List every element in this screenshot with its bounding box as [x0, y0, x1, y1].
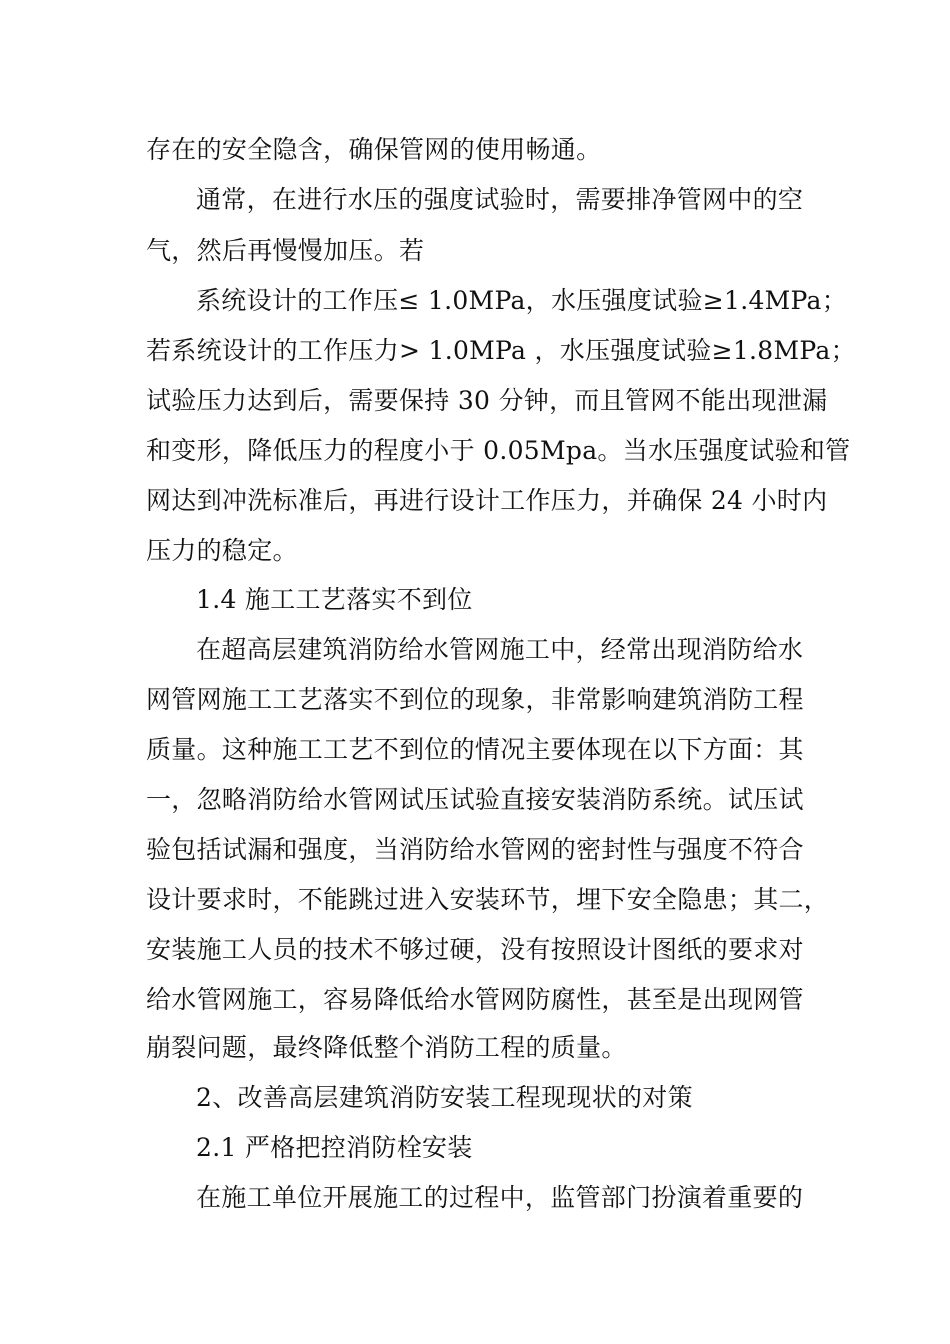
paragraph-line: 和变形，降低压力的程度小于 0.05Mpa。当水压强度试验和管 [146, 436, 851, 465]
paragraph-line: 气，然后再慢慢加压。若 [146, 236, 425, 265]
paragraph-line: 给水管网施工，容易降低给水管网防腐性，甚至是出现网管 [146, 985, 804, 1014]
paragraph-line: 压力的稳定。 [146, 536, 298, 565]
paragraph-line: 一，忽略消防给水管网试压试验直接安装消防系统。试压试 [146, 785, 804, 814]
paragraph-line: 设计要求时，不能跳过进入安装环节，埋下安全隐患；其二， [146, 885, 830, 914]
paragraph-line: 若系统设计的工作压力> 1.0MPa ，水压强度试验≥1.8MPa； [146, 336, 856, 365]
section-heading: 1.4 施工工艺落实不到位 [196, 585, 473, 614]
section-heading: 2、改善高层建筑消防安装工程现现状的对策 [196, 1083, 693, 1112]
subsection-heading: 2.1 严格把控消防栓安装 [196, 1133, 473, 1162]
paragraph-line: 网管网施工工艺落实不到位的现象，非常影响建筑消防工程 [146, 685, 804, 714]
paragraph-line: 安装施工人员的技术不够过硬，没有按照设计图纸的要求对 [146, 935, 804, 964]
paragraph-line: 在施工单位开展施工的过程中，监管部门扮演着重要的 [196, 1183, 804, 1212]
paragraph-line: 存在的安全隐含，确保管网的使用畅通。 [146, 135, 602, 164]
paragraph-line: 在超高层建筑消防给水管网施工中，经常出现消防给水 [196, 635, 804, 664]
paragraph-line: 崩裂问题，最终降低整个消防工程的质量。 [146, 1033, 627, 1062]
paragraph-line: 网达到冲洗标准后，再进行设计工作压力，并确保 24 小时内 [146, 486, 828, 515]
paragraph-line: 试验压力达到后，需要保持 30 分钟，而且管网不能出现泄漏 [146, 386, 828, 415]
paragraph-line: 质量。这种施工工艺不到位的情况主要体现在以下方面：其 [146, 735, 804, 764]
paragraph-line: 系统设计的工作压≤ 1.0MPa，水压强度试验≥1.4MPa； [196, 286, 848, 315]
paragraph-line: 通常，在进行水压的强度试验时，需要排净管网中的空 [196, 185, 804, 214]
paragraph-line: 验包括试漏和强度，当消防给水管网的密封性与强度不符合 [146, 835, 804, 864]
